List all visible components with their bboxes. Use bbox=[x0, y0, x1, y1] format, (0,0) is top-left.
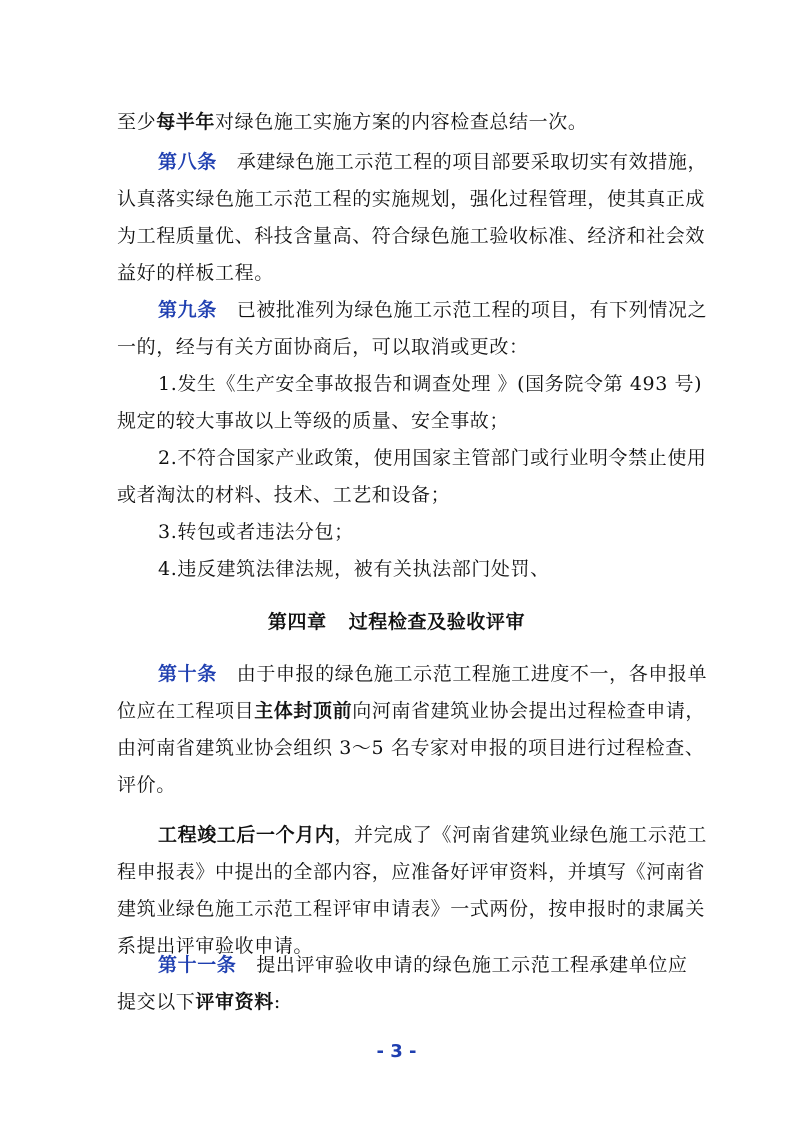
text-run: 承建绿色施工示范工程的项目部要采取切实有效措施， bbox=[236, 151, 708, 173]
chapter-heading bbox=[0, 609, 793, 635]
article-10-line-2 bbox=[117, 698, 706, 724]
emphasis-text: 工程竣工后一个月内 bbox=[158, 824, 335, 846]
emphasis-text: 主体封顶前 bbox=[254, 700, 353, 722]
page-number: - 3 - bbox=[376, 1041, 417, 1062]
article-8-line-1 bbox=[158, 149, 708, 175]
article-8-line-3: 为工程质量优、科技含量高、符合绿色施工验收标准、经济和社会效 bbox=[117, 225, 706, 247]
text-run: 已被批准列为绿色施工示范工程的项目，有下列情况之 bbox=[236, 299, 708, 321]
article-10-line-3: 由河南省建筑业协会组织 3～5 名专家对申报的项目进行过程检查、 bbox=[117, 737, 705, 759]
article-label: 第十一条 bbox=[158, 954, 237, 976]
chapter-number: 第四章 bbox=[267, 611, 327, 633]
article-label: 第九条 bbox=[158, 299, 217, 321]
emphasis-text: 每半年 bbox=[156, 111, 216, 133]
article-label: 第十条 bbox=[158, 663, 217, 685]
list-item-2-line-2: 或者淘汰的材料、技术、工艺和设备； bbox=[117, 484, 451, 506]
text-run: : bbox=[273, 991, 281, 1013]
text-run: 提出评审验收申请的绿色施工示范工程承建单位应 bbox=[256, 954, 688, 976]
emphasis-text: 评审资料 bbox=[195, 991, 274, 1013]
text-run: 至少 bbox=[117, 111, 157, 133]
article-label: 第八条 bbox=[158, 151, 217, 173]
chapter-title: 过程检查及验收评审 bbox=[348, 611, 526, 633]
article-11-line-1 bbox=[158, 952, 688, 978]
list-item-1-line-2: 规定的较大事故以上等级的质量、安全事故； bbox=[117, 410, 510, 432]
article-9-line-1 bbox=[158, 297, 708, 323]
list-item-3: 3.转包或者违法分包； bbox=[158, 521, 354, 543]
article-11-line-2 bbox=[117, 989, 679, 1015]
completion-paragraph-line-3: 建筑业绿色施工示范工程评审申请表》一式两份，按申报时的隶属关 bbox=[117, 898, 706, 920]
text-run: 位应在工程项目 bbox=[117, 700, 255, 722]
completion-paragraph-line-4: 系提出评审验收申请。 bbox=[117, 935, 314, 957]
article-8-line-4: 益好的样板工程。 bbox=[117, 262, 274, 284]
text-run: 向河南省建筑业协会提出过程检查申请， bbox=[352, 700, 706, 722]
text-run: 对绿色施工实施方案的内容检查总结一次。 bbox=[215, 111, 588, 133]
paragraph-line bbox=[117, 109, 679, 135]
completion-paragraph-line-2: 程申报表》中提出的全部内容，应准备好评审资料，并填写《河南省 bbox=[117, 861, 706, 883]
list-item-4: 4.违反建筑法律法规，被有关执法部门处罚、 bbox=[158, 558, 550, 580]
list-item-1-line-1: 1.发生《生产安全事故报告和调查处理 》(国务院令第 493 号) bbox=[158, 373, 703, 395]
list-item-2-line-1: 2.不符合国家产业政策，使用国家主管部门或行业明令禁止使用 bbox=[158, 447, 707, 469]
article-9-line-2: 一的，经与有关方面协商后，可以取消或更改： bbox=[117, 336, 529, 358]
completion-paragraph-line-1 bbox=[158, 822, 707, 848]
text-run: 提交以下 bbox=[117, 991, 196, 1013]
article-8-line-2: 认真落实绿色施工示范工程的实施规划，强化过程管理，使其真正成 bbox=[117, 188, 706, 210]
text-run: ，并完成了《河南省建筑业绿色施工示范工 bbox=[334, 824, 707, 846]
text-run: 由于申报的绿色施工示范工程施工进度不一，各申报单 bbox=[236, 663, 708, 685]
article-10-line-1 bbox=[158, 661, 708, 687]
article-10-line-4: 评价。 bbox=[117, 774, 176, 796]
